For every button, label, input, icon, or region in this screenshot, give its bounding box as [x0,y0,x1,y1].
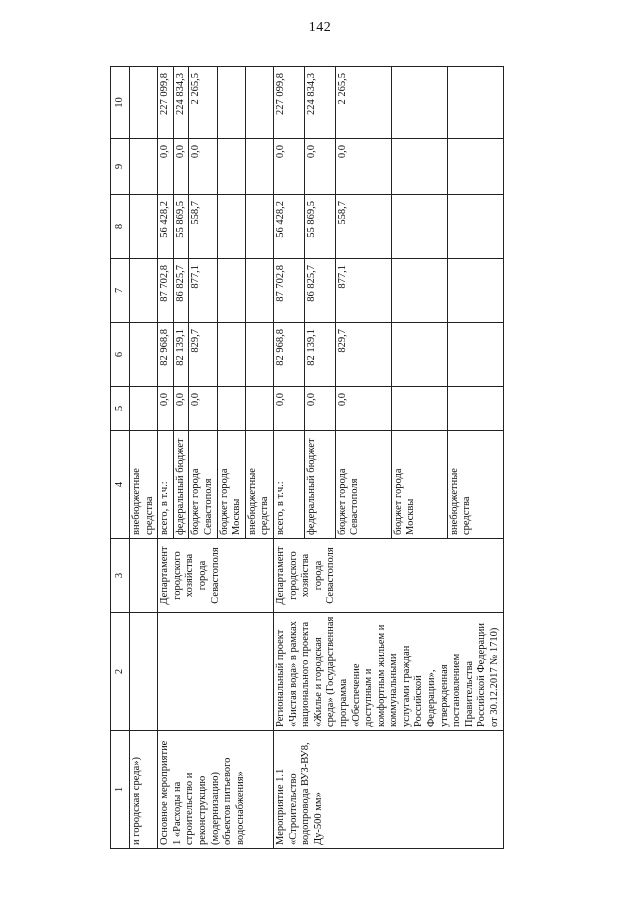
funding-source: бюджет города Севастополя [335,431,391,539]
measure-basis [158,613,274,731]
col-header: 1 [111,731,130,849]
funding-source: бюджет города Севастополя [189,431,217,539]
budget-table [110,66,504,849]
table-row: бюджет города Севастополя 0,0 829,7 877,1 558,7 0,0 2 265,5 [189,67,217,849]
col-header: 8 [111,195,130,259]
funding-source: всего, в т.ч.: [158,431,174,539]
carry-over-row [130,67,158,849]
funding-source: внебюджетные средства [245,431,273,539]
table-row: Мероприятие 1.1 «Строительство водопровода ВУЗ-ВУ8, Ду-500 мм» Региональный проект «Чистая вода» в рамках национального проекта «Жилье и городская среда» (Государственная программа «Обеспечение доступным и комфортным жильем и коммунальными услугами граждан Российской Федерации», утвержденная постановлением Правительства Российской Федерации от 30.12.2017 № 1710) Департамент городского хозяйства города Севастополя всего, в т.ч.: 0,0 82 968,8 87 702,8 56 428,2 0,0 227 099,8 [273,67,304,849]
rotated-table [110,67,501,849]
carry-over-source: внебюджетные средства [130,431,158,539]
measure-name: Основное мероприятие 1 «Расходы на строительство и реконструкцию (модернизацию) объектов питьевого водоснабжения» [158,731,274,849]
table-row: бюджет города Севастополя 0,0 829,7 877,1 558,7 0,0 2 265,5 [335,67,391,849]
funding-source: федеральный бюджет [304,431,335,539]
funding-source: внебюджетные средства [447,431,503,539]
rotated-table-container [110,67,501,849]
executor: Департамент городского хозяйства города Севастополя [273,539,503,613]
col-header: 9 [111,139,130,195]
col-header: 3 [111,539,130,613]
measure-basis: Региональный проект «Чистая вода» в рамках национального проекта «Жилье и городская среда» (Государственная программа «Обеспечение доступным и комфортным жильем и коммунальными услугами граждан Российской Федерации», утвержденная постановлением Правительства Российской Федерации от 30.12.2017 № 1710) [273,613,503,731]
funding-source: всего, в т.ч.: [273,431,304,539]
col-header: 10 [111,67,130,139]
funding-source: бюджет города Москвы [391,431,447,539]
header-row [111,67,130,849]
col-header: 5 [111,387,130,431]
col-header: 7 [111,259,130,323]
measure-name: Мероприятие 1.1 «Строительство водопровода ВУЗ-ВУ8, Ду-500 мм» [273,731,503,849]
funding-source: бюджет города Москвы [217,431,245,539]
col-header: 6 [111,323,130,387]
funding-source: федеральный бюджет [173,431,189,539]
col-header: 4 [111,431,130,539]
carry-over-name: и городская среда») [130,731,158,849]
col-header: 2 [111,613,130,731]
table-row: Основное мероприятие 1 «Расходы на строительство и реконструкцию (модернизацию) объектов питьевого водоснабжения» Департамент городского хозяйства города Севастополя всего, в т.ч.: 0,0 82 968,8 87 702,8 56 428,2 0,0 227 099,8 [158,67,174,849]
page-number: 142 [308,20,332,35]
executor: Департамент городского хозяйства города Севастополя [158,539,274,613]
table-row: федеральный бюджет 0,0 82 139,1 86 825,7 55 869,5 0,0 224 834,3 [173,67,189,849]
table-row: федеральный бюджет 0,0 82 139,1 86 825,7 55 869,5 0,0 224 834,3 [304,67,335,849]
